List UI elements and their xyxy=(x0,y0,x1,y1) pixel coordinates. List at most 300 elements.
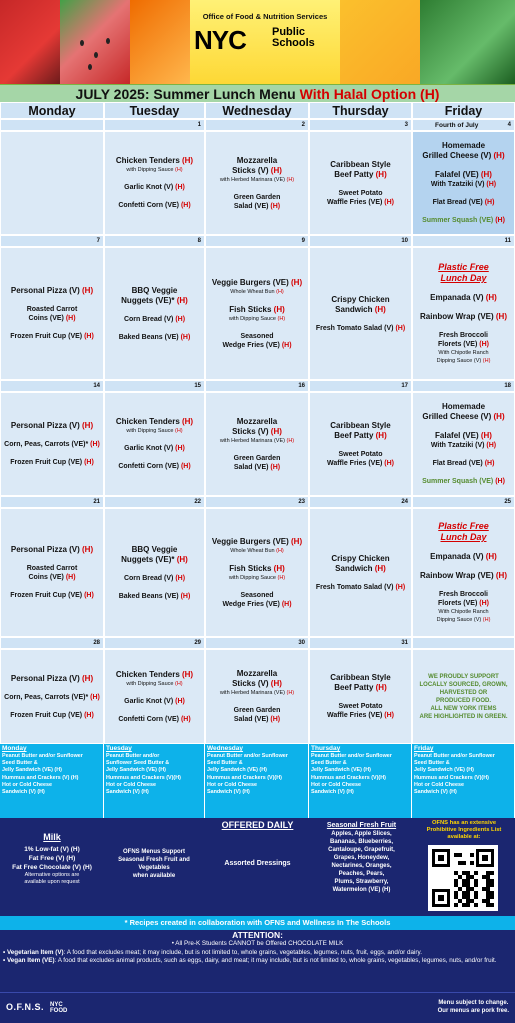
menu-item xyxy=(415,616,512,624)
menu-cell xyxy=(205,508,309,637)
menu-item xyxy=(107,670,202,680)
page-title xyxy=(0,84,515,102)
menu-items xyxy=(206,156,308,211)
vegetarian-text: : A food that excludes meat; it may include, but is not limited to, whole grains, vegetables, legumes, nuts, fruit, eggs, and/or dairy. xyxy=(63,948,422,956)
nyc-food-logo-a: NYC xyxy=(50,1002,63,1008)
menu-item xyxy=(415,141,512,151)
halal-code: (H) xyxy=(495,478,505,485)
menu-item xyxy=(415,599,512,608)
menu-items xyxy=(105,545,204,601)
halal-code: (H) xyxy=(273,304,285,314)
menu-item xyxy=(3,286,101,296)
menu-item xyxy=(415,273,512,284)
logo-line-schools: Schools xyxy=(272,37,315,49)
alternative-line: Jelly Sandwich (VE) (H) xyxy=(414,767,474,774)
menu-cell xyxy=(0,392,104,496)
menu-item-text: Lunch Day xyxy=(440,273,487,283)
halal-code: (H) xyxy=(375,169,387,179)
menu-item-text: Sweet Potato xyxy=(338,189,383,197)
menu-item xyxy=(107,715,202,724)
vegetarian-definition xyxy=(3,949,512,958)
menu-item-text: Rainbow Wrap (VE) xyxy=(420,571,496,580)
menu-item-text: with Herbed Marinara (VE) xyxy=(219,176,287,183)
squash-image xyxy=(340,0,420,84)
menu-item-text: Mozzarella xyxy=(236,416,278,426)
day-number xyxy=(309,496,412,508)
day-number-text: 14 xyxy=(93,383,100,389)
menu-item-text: Sticks (V) xyxy=(232,165,271,175)
menu-item-text: Summer Squash (VE) xyxy=(422,217,496,224)
day-number-text: 2 xyxy=(301,122,305,128)
milk-line: Fat Free Chocolate (V) (H) xyxy=(12,864,92,871)
day-number xyxy=(412,119,515,131)
pork-free-note: Our menus are pork free. xyxy=(437,1008,509,1014)
day-number xyxy=(309,119,412,131)
halal-code: (H) xyxy=(90,693,100,701)
menu-items xyxy=(1,674,103,720)
holiday-label: Fourth of July xyxy=(435,122,479,129)
menu-items xyxy=(1,286,103,341)
menu-cell xyxy=(104,649,205,744)
menu-item xyxy=(312,683,409,693)
menu-item xyxy=(312,295,409,305)
vegan-definition xyxy=(3,957,512,966)
menu-item-text: Salad (VE) xyxy=(233,463,271,471)
menu-item xyxy=(415,431,512,441)
fruit-line: Grapes, Honeydew, xyxy=(333,855,390,861)
halal-code: (H) xyxy=(486,181,497,188)
menu-item xyxy=(3,591,101,600)
menu-item xyxy=(107,417,202,427)
support-line: Vegetables xyxy=(138,865,170,871)
halal-code: (H) xyxy=(384,459,395,467)
menu-cell xyxy=(0,508,104,637)
menu-item xyxy=(208,547,306,555)
menu-item-text: Lunch Day xyxy=(440,532,487,542)
menu-item-text: Fish Sticks xyxy=(229,304,274,314)
halal-code: (H) xyxy=(175,574,186,582)
halal-code: (H) xyxy=(176,295,188,305)
menu-item-text: Veggie Burgers (VE) xyxy=(211,277,292,287)
day-number-text: 7 xyxy=(96,238,100,244)
menu-item-text: Plastic Free xyxy=(438,521,489,531)
menu-item xyxy=(312,554,409,564)
menu-item-text: Caribbean Style xyxy=(330,673,391,682)
menu-item xyxy=(312,459,409,468)
alternative-line: Seed Butter & xyxy=(2,760,38,767)
menu-items xyxy=(310,421,411,468)
alternative-line: Hot or Cold Cheese xyxy=(311,781,362,788)
halal-code: (H) xyxy=(281,341,292,349)
halal-code: (H) xyxy=(175,184,185,191)
milk-line: Fat Free (V) (H) xyxy=(28,855,76,862)
menu-item xyxy=(415,532,512,543)
logo-nyc: NYC xyxy=(194,25,246,55)
menu-item-text: Roasted Carrot xyxy=(26,306,78,313)
qr-module xyxy=(432,849,450,867)
vegetarian-label: • Vegetarian Item (V) xyxy=(3,948,64,956)
menu-item xyxy=(415,340,512,349)
menu-item-text: Fish Sticks xyxy=(229,563,274,573)
menu-item-text: Mozzarella xyxy=(236,155,278,165)
menu-item-text: Personal Pizza (V) xyxy=(10,421,83,430)
support-line: OFNS Menus Support xyxy=(123,849,185,855)
menu-item-text: Salad (VE) xyxy=(233,202,271,210)
day-number-text: 16 xyxy=(298,383,305,389)
day-number xyxy=(309,380,412,392)
menu-item xyxy=(415,331,512,340)
halal-code: (H) xyxy=(270,165,282,175)
halal-code: (H) xyxy=(485,552,497,561)
alternative-line: Hummus and Crackers (V) (H) xyxy=(2,774,79,781)
menu-item-text: Grilled Cheese (V) xyxy=(422,412,494,421)
day-number-text: 8 xyxy=(197,238,201,244)
ofns-line: OFNS has an extensive xyxy=(431,820,497,826)
halal-code: (H) xyxy=(84,711,94,719)
alternative-line: Seed Butter & xyxy=(311,760,347,767)
menu-items xyxy=(413,521,514,624)
halal-code: (H) xyxy=(479,600,489,607)
day-number xyxy=(104,380,205,392)
menu-item xyxy=(208,288,306,296)
menu-item xyxy=(312,198,409,207)
menu-item xyxy=(107,592,202,601)
menu-item xyxy=(208,591,306,600)
alternative-line: Sandwich (V) (H) xyxy=(2,789,45,796)
menu-item-text: HARVESTED OR xyxy=(439,689,488,696)
menu-item-text: Fresh Broccoli xyxy=(438,591,488,598)
menu-cell xyxy=(309,508,412,637)
menu-item-text: Empanada (V) xyxy=(430,293,486,302)
day-header-wednesday: Wednesday xyxy=(205,102,309,119)
menu-item xyxy=(107,545,202,555)
menu-item xyxy=(208,537,306,547)
alternative-day: Friday xyxy=(414,745,434,752)
menu-item-text: Baked Beans (VE) xyxy=(118,333,181,341)
menu-item xyxy=(415,608,512,616)
attention-title: ATTENTION: xyxy=(232,930,283,940)
day-number-text: 3 xyxy=(404,122,408,128)
milk-block xyxy=(0,833,104,886)
menu-item-text: Nuggets (VE)* xyxy=(121,295,177,305)
menu-item-text: Wedge Fries (VE) xyxy=(222,600,282,608)
menu-item xyxy=(208,417,306,427)
milk-note: Alternative options are xyxy=(24,872,80,878)
menu-cell xyxy=(104,247,205,380)
menu-item-text: Summer Squash (VE) xyxy=(422,478,496,485)
halal-code: (H) xyxy=(479,341,489,348)
menu-cell xyxy=(309,131,412,235)
day-number-text: 25 xyxy=(504,499,511,505)
halal-code: (H) xyxy=(375,683,387,692)
prohibitive-list-note xyxy=(414,820,514,841)
day-number xyxy=(104,496,205,508)
alternative-line: Hot or Cold Cheese xyxy=(414,781,465,788)
menu-cell xyxy=(104,508,205,637)
menu-item-text: With Chipotle Ranch xyxy=(438,609,489,615)
menu-item-text: Sweet Potato xyxy=(338,703,383,710)
halal-code: (H) xyxy=(84,592,94,599)
day-number xyxy=(309,235,412,247)
menu-item-text: Falafel (VE) xyxy=(435,170,481,179)
menu-item xyxy=(415,590,512,599)
day-number xyxy=(104,119,205,131)
halal-code: (H) xyxy=(270,679,282,688)
alternative-friday xyxy=(412,744,515,818)
day-number xyxy=(412,380,515,392)
alternative-line: Sandwich (V) (H) xyxy=(311,789,354,796)
alternative-line: Hummus and Crackers (V)(H) xyxy=(311,774,386,781)
day-number xyxy=(205,496,309,508)
menu-item-text: With Tzatziki (V) xyxy=(430,442,487,449)
ofns-line: Prohibitive Ingredients List xyxy=(426,827,502,833)
watermelon-image xyxy=(60,0,130,84)
halal-code: (H) xyxy=(90,441,100,448)
menu-cell xyxy=(205,649,309,744)
halal-code: (H) xyxy=(281,600,292,608)
menu-items xyxy=(413,402,514,486)
milk-title: Milk xyxy=(43,832,61,842)
fruit-line: Peaches, Pears, xyxy=(338,871,385,877)
nycps-logo xyxy=(190,10,340,64)
halal-code: (H) xyxy=(486,442,497,449)
menu-item-text: Beef Patty xyxy=(334,683,376,692)
menu-cell xyxy=(205,131,309,235)
menu-item xyxy=(415,459,512,468)
menu-item-text: Beef Patty xyxy=(334,169,376,179)
alternative-line: Sandwich (V) (H) xyxy=(106,789,149,796)
menu-item xyxy=(107,166,202,174)
halal-code: (H) xyxy=(175,697,185,705)
halal-code: (H) xyxy=(82,673,94,683)
menu-item xyxy=(107,296,202,306)
offered-daily-title: OFFERED DAILY xyxy=(221,820,294,830)
menu-item xyxy=(415,198,512,207)
halal-code: (H) xyxy=(480,170,492,179)
menu-item-text: Caribbean Style xyxy=(330,159,391,169)
alternative-day: Monday xyxy=(2,745,27,752)
halal-code: (H) xyxy=(495,312,507,321)
day-number xyxy=(412,235,515,247)
menu-item xyxy=(415,571,512,581)
halal-code: (H) xyxy=(65,315,76,322)
qr-module xyxy=(474,895,478,899)
alternative-thursday xyxy=(309,744,412,818)
title-main: JULY 2025: Summer Lunch Menu xyxy=(75,86,300,102)
menu-item-text: PRODUCED FOOD. xyxy=(435,697,491,704)
menu-cell xyxy=(0,247,104,380)
day-number xyxy=(412,496,515,508)
menu-item xyxy=(208,574,306,582)
qr-module xyxy=(490,883,494,887)
menu-item-text: ALL NEW YORK ITEMS xyxy=(430,705,497,712)
menu-cell xyxy=(309,392,412,496)
support-line: Seasonal Fresh Fruit and xyxy=(118,857,190,863)
menu-item xyxy=(415,713,512,721)
day-number xyxy=(309,637,412,649)
menu-item-text: WE PROUDLY SUPPORT xyxy=(428,673,499,680)
menu-item-text: Corn Bread (V) xyxy=(123,315,176,323)
menu-item xyxy=(312,450,409,459)
alternative-line: Peanut Butter and/or Sunflower xyxy=(207,753,288,759)
halal-code: (H) xyxy=(384,712,395,719)
fruit-line: Cantaloupe, Grapefruit, xyxy=(328,847,395,853)
menu-item xyxy=(208,166,306,176)
day-number-text: 29 xyxy=(194,640,201,646)
menu-item-text: Seasoned xyxy=(240,591,274,599)
day-number xyxy=(205,119,309,131)
menu-item-text: Fresh Broccoli xyxy=(438,332,488,339)
prek-milk-note: • All Pre-K Students CANNOT be Offered CHOCOLATE MILK xyxy=(171,940,344,947)
title-halal: With Halal Option (H) xyxy=(299,86,440,102)
halal-code: (H) xyxy=(493,151,505,160)
day-number-text: 31 xyxy=(401,640,408,646)
menu-item-text: ARE HIGHLIGHTED IN GREEN. xyxy=(419,713,508,720)
logo-public-schools xyxy=(272,27,315,49)
menu-item xyxy=(312,564,409,574)
alternative-line: Hot or Cold Cheese xyxy=(2,781,53,788)
halal-code: (H) xyxy=(82,545,94,554)
halal-code: (H) xyxy=(276,547,284,554)
menu-item xyxy=(415,170,512,180)
menu-item xyxy=(415,441,512,450)
halal-code: (H) xyxy=(270,426,282,436)
menu-item xyxy=(415,402,512,412)
alternative-line: Peanut Butter and/or Sunflower xyxy=(311,753,392,759)
menu-item xyxy=(415,312,512,322)
halal-code: (H) xyxy=(65,574,76,581)
menu-change-note: Menu subject to change. xyxy=(438,1000,509,1006)
qr-module xyxy=(470,861,474,865)
day-number xyxy=(0,119,104,131)
menu-item-text: Flat Bread (VE) xyxy=(432,460,485,467)
menu-item-text: with Herbed Marinara (VE) xyxy=(219,690,287,696)
menu-item-text: Fresh Tomato Salad (V) xyxy=(315,583,396,591)
menu-items xyxy=(206,669,308,724)
qr-module xyxy=(490,871,494,875)
menu-item-text: Florets (VE) xyxy=(438,600,480,607)
nyc-food-logo xyxy=(50,1002,67,1014)
menu-item-text: Waffle Fries (VE) xyxy=(326,198,385,206)
menu-item-text: Dipping Sauce (V) xyxy=(436,617,483,623)
menu-item-text: Frozen Fruit Cup (VE) xyxy=(10,333,85,340)
day-number xyxy=(104,637,205,649)
halal-code: (H) xyxy=(482,358,491,364)
alternative-day: Thursday xyxy=(311,745,341,752)
menu-item-text: Florets (VE) xyxy=(438,341,480,348)
nyc-food-logo-b: FOOD xyxy=(50,1008,68,1014)
halal-code: (H) xyxy=(180,333,191,341)
day-number-text: 24 xyxy=(401,499,408,505)
menu-item xyxy=(312,305,409,315)
halal-code: (H) xyxy=(276,288,284,295)
alternative-wednesday xyxy=(205,744,309,818)
menu-item xyxy=(312,421,409,431)
menu-item xyxy=(415,477,512,486)
menu-item xyxy=(312,673,409,683)
day-number xyxy=(0,496,104,508)
milk-line: 1% Low-fat (V) (H) xyxy=(24,846,80,853)
qr-module xyxy=(474,883,478,887)
qr-module xyxy=(454,903,458,907)
day-header-friday: Friday xyxy=(412,102,515,119)
menu-item xyxy=(415,552,512,562)
menu-cell xyxy=(0,131,104,235)
menu-item xyxy=(208,193,306,202)
menu-item-text: Baked Beans (VE) xyxy=(118,592,181,600)
day-number-text: 10 xyxy=(401,238,408,244)
halal-code: (H) xyxy=(270,463,281,471)
day-number-text: 22 xyxy=(194,499,201,505)
halal-code: (H) xyxy=(395,583,406,591)
menu-item-text: Coins (VE) xyxy=(28,574,66,581)
menu-cell xyxy=(104,131,205,235)
alternative-line: Hummus and Crackers (V)(H) xyxy=(207,774,282,781)
halal-code: (H) xyxy=(482,617,491,623)
menu-item xyxy=(3,573,101,582)
menu-item-text: Corn, Peas, Carrots (VE)* xyxy=(4,693,91,701)
menu-item-text: Sandwich xyxy=(335,563,375,573)
menu-item xyxy=(208,176,306,184)
halal-code: (H) xyxy=(374,304,386,314)
menu-item xyxy=(208,202,306,211)
fruit-line: Apples, Apple Slices, xyxy=(331,831,392,837)
attention-section xyxy=(0,930,515,992)
halal-code: (H) xyxy=(180,202,191,209)
menu-item xyxy=(415,349,512,357)
menu-items xyxy=(206,417,308,472)
menu-item xyxy=(107,201,202,210)
menu-item xyxy=(415,521,512,532)
seasonal-fruit-block xyxy=(310,822,413,894)
fruit-line: Watermelon (VE) (H) xyxy=(332,887,391,893)
halal-code: (H) xyxy=(484,460,495,467)
day-number-text: 28 xyxy=(93,640,100,646)
menu-item-text: Frozen Fruit Cup (VE) xyxy=(10,459,85,466)
alternative-line: Sunflower Seed Butter & xyxy=(106,760,170,767)
menu-item xyxy=(208,463,306,472)
halal-code: (H) xyxy=(495,217,505,224)
menu-cell xyxy=(412,392,515,496)
halal-code: (H) xyxy=(180,592,191,600)
menu-items xyxy=(105,286,204,342)
menu-item-text: Sweet Potato xyxy=(338,450,383,458)
halal-code: (H) xyxy=(291,277,303,287)
menu-item-text: Veggie Burgers (VE) xyxy=(211,536,292,546)
alternative-line: Jelly Sandwich (VE) (H) xyxy=(311,767,371,774)
milk-note: available upon request xyxy=(24,879,80,885)
vegan-label: • Vegan Item (VE) xyxy=(3,957,55,964)
menu-item-text: Chicken Tenders xyxy=(115,417,182,426)
halal-code: (H) xyxy=(395,324,406,332)
halal-code: (H) xyxy=(181,669,194,679)
menu-items xyxy=(413,262,514,365)
halal-code: (H) xyxy=(181,156,194,165)
menu-item xyxy=(107,574,202,583)
offered-daily-section xyxy=(0,818,515,916)
menu-item-text: Corn Bread (V) xyxy=(123,574,176,582)
menu-item xyxy=(415,357,512,365)
menu-item xyxy=(208,564,306,574)
menu-item-text: Beef Patty xyxy=(334,430,376,440)
halal-code: (H) xyxy=(493,412,505,421)
alternative-line: Sandwich (V) (H) xyxy=(207,789,250,796)
qr-code[interactable] xyxy=(428,845,498,911)
menu-item xyxy=(208,706,306,715)
day-number-text: 11 xyxy=(504,238,511,244)
menu-item xyxy=(312,170,409,180)
menu-item xyxy=(208,600,306,609)
